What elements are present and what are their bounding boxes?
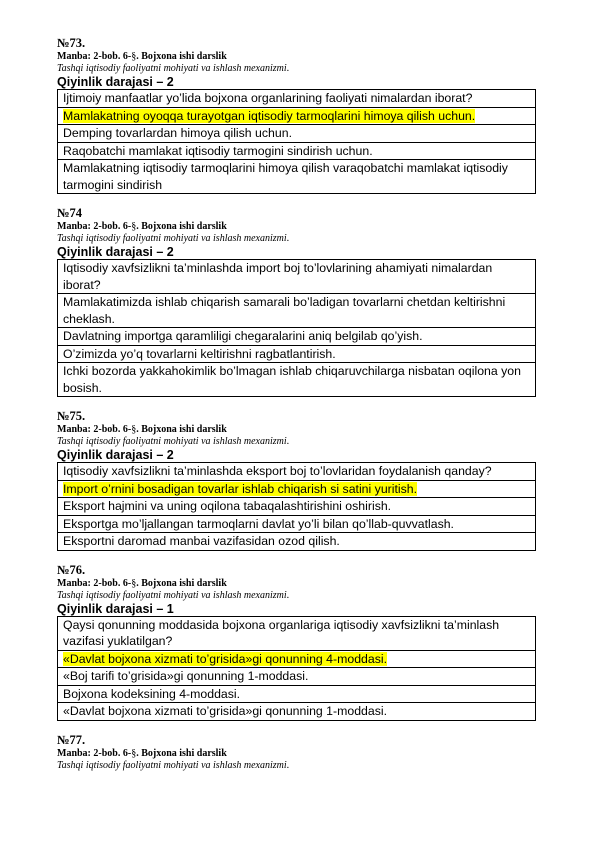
question-text: Qaysi qonunning moddasida bojxona organlariga iqtisodiy xavfsizlikni ta’minlash vazifasi yuklatilgan? <box>63 617 500 648</box>
answer-cell <box>58 703 536 721</box>
answer-row <box>58 125 536 143</box>
question-block <box>57 36 536 194</box>
answer-row <box>58 498 536 516</box>
answer-text: Mamlakatimizda ishlab chiqarish samarali bo’ladigan tovarlarni chetdan keltirishni cheklash. <box>63 295 506 326</box>
answer-cell <box>58 142 536 160</box>
question-block <box>57 206 536 397</box>
question-row <box>58 260 536 294</box>
answer-row <box>58 650 536 668</box>
answer-text: «Boj tarifi to’grisida»gi qonunning 1-moddasi. <box>63 669 309 683</box>
topic-line <box>57 590 536 602</box>
source-line <box>57 578 536 590</box>
source-line <box>57 221 536 233</box>
answer-text: Eksport hajmini va uning oqilona tabaqalashtirishini oshirish. <box>63 499 392 513</box>
answer-text: O’zimizda yo’q tovarlarni keltirishni ragbatlantirish. <box>63 346 336 361</box>
answer-cell <box>58 650 536 668</box>
answer-table <box>57 616 536 721</box>
answer-cell <box>58 160 536 194</box>
topic-text: Tashqi iqtisodiy faoliyatni mohiyati va ishlash mexanizmi <box>57 63 287 74</box>
source-text: Manba: 2-bob. 6- <box>57 424 132 435</box>
section-sign: § <box>131 424 137 435</box>
answer-row <box>58 533 536 551</box>
source-tail: . Bojxona ishi darslik <box>136 424 227 435</box>
answer-row <box>58 515 536 533</box>
question-block <box>57 733 536 772</box>
topic-end: . <box>286 436 290 447</box>
question-block <box>57 409 536 551</box>
answer-text: Eksportni daromad manbai vazifasidan ozod qilish. <box>63 534 340 548</box>
source-tail: . Bojxona ishi darslik <box>136 577 227 589</box>
answer-row <box>58 160 536 194</box>
section-sign: § <box>131 221 137 232</box>
question-block <box>57 563 536 721</box>
topic-text: Tashqi iqtisodiy faoliyatni mohiyati va ishlash mexanizmi <box>57 589 287 601</box>
question-number: №74 <box>57 206 83 220</box>
source-text: Manba: 2-bob. 6- <box>57 221 132 232</box>
correct-answer-text: «Davlat bojxona xizmati to’grisida»gi qonunning 4-moddasi. <box>63 651 388 666</box>
source-text: Manba: 2-bob. 6- <box>57 577 132 589</box>
answer-row <box>58 345 536 363</box>
answer-cell <box>58 515 536 533</box>
answer-cell <box>58 125 536 143</box>
topic-line <box>57 63 536 75</box>
source-text: Manba: 2-bob. 6- <box>57 51 132 62</box>
answer-row <box>58 142 536 160</box>
source-line <box>57 748 536 760</box>
answer-text: Raqobatchi mamlakat iqtisodiy tarmogini sindirish uchun. <box>63 143 373 158</box>
answer-cell <box>58 533 536 551</box>
difficulty-level: Qiyinlik darajasi – 2 <box>57 448 174 462</box>
question-cell <box>58 463 536 481</box>
source-tail: . Bojxona ishi darslik <box>136 51 227 62</box>
answer-cell <box>58 668 536 686</box>
question-cell <box>58 90 536 108</box>
topic-end: . <box>286 589 290 601</box>
question-row <box>58 463 536 481</box>
source-line <box>57 51 536 63</box>
document-page <box>57 36 536 784</box>
question-cell <box>58 616 536 650</box>
question-number: №73. <box>57 36 86 50</box>
answer-cell <box>58 363 536 397</box>
source-text: Manba: 2-bob. 6- <box>57 747 132 759</box>
answer-cell <box>58 328 536 346</box>
source-line <box>57 424 536 436</box>
source-tail: . Bojxona ishi darslik <box>136 747 227 759</box>
answer-row <box>58 480 536 498</box>
topic-text: Tashqi iqtisodiy faoliyatni mohiyati va ishlash mexanizmi <box>57 759 287 771</box>
topic-line <box>57 436 536 448</box>
topic-end: . <box>286 63 290 74</box>
correct-answer-text: Mamlakatning oyoqqa turayotgan iqtisodiy tarmoqlarini himoya qilish uchun. <box>63 108 476 123</box>
topic-text: Tashqi iqtisodiy faoliyatni mohiyati va ishlash mexanizmi <box>57 233 287 244</box>
source-tail: . Bojxona ishi darslik <box>136 221 227 232</box>
answer-row <box>58 294 536 328</box>
answer-row <box>58 363 536 397</box>
difficulty-level: Qiyinlik darajasi – 2 <box>57 75 174 89</box>
answer-row <box>58 328 536 346</box>
answer-cell <box>58 107 536 125</box>
answer-text: Bojxona kodeksining 4-moddasi. <box>63 686 241 701</box>
section-sign: § <box>131 577 137 589</box>
correct-answer-text: Import o’rnini bosadigan tovarlar ishlab chiqarish si satini yuritish. <box>63 481 418 496</box>
answer-text: Davlatning importga qaramliligi chegaralarini aniq belgilab qo’yish. <box>63 329 423 343</box>
answer-row <box>58 685 536 703</box>
answer-row <box>58 107 536 125</box>
answer-cell <box>58 294 536 328</box>
section-sign: § <box>131 51 137 62</box>
question-row <box>58 616 536 650</box>
topic-line <box>57 233 536 245</box>
answer-text: Eksportga mo’ljallangan tarmoqlarni davlat yo’li bilan qo’llab-quvvatlash. <box>63 516 454 531</box>
answer-table <box>57 259 536 397</box>
topic-line <box>57 760 536 772</box>
question-row <box>58 90 536 108</box>
question-number: №75. <box>57 409 86 423</box>
question-cell <box>58 260 536 294</box>
answer-text: Demping tovarlardan himoya qilish uchun. <box>63 126 292 140</box>
answer-row <box>58 703 536 721</box>
difficulty-level: Qiyinlik darajasi – 2 <box>57 245 174 259</box>
section-sign: § <box>131 747 137 759</box>
answer-text: Ichki bozorda yakkahokimlik bo’lmagan ishlab chiqaruvchilarga nisbatan oqilona yon bosish. <box>63 364 521 395</box>
question-text: Ijtimoiy manfaatlar yo’lida bojxona organlarining faoliyati nimalardan iborat? <box>63 91 473 105</box>
answer-cell <box>58 480 536 498</box>
difficulty-level: Qiyinlik darajasi – 1 <box>57 601 174 616</box>
answer-table <box>57 89 536 194</box>
topic-text: Tashqi iqtisodiy faoliyatni mohiyati va ishlash mexanizmi <box>57 436 287 447</box>
answer-cell <box>58 498 536 516</box>
question-text: Iqtisodiy xavfsizlikni ta’minlashda eksport boj to’lovlaridan foydalanish qanday? <box>63 464 492 478</box>
question-number: №76. <box>57 562 86 577</box>
answer-cell <box>58 345 536 363</box>
answer-cell <box>58 685 536 703</box>
topic-end: . <box>286 233 290 244</box>
answer-table <box>57 462 536 551</box>
topic-end: . <box>286 759 290 771</box>
question-number: №77. <box>57 732 86 747</box>
answer-text: Mamlakatning iqtisodiy tarmoqlarini himoya qilish varaqobatchi mamlakat iqtisodiy tarmogini sindirish <box>63 161 508 192</box>
answer-row <box>58 668 536 686</box>
answer-text: «Davlat bojxona xizmati to’grisida»gi qonunning 1-moddasi. <box>63 704 388 718</box>
question-text: Iqtisodiy xavfsizlikni ta’minlashda import boj to’lovlarining ahamiyati nimalardan iborat? <box>63 261 493 292</box>
